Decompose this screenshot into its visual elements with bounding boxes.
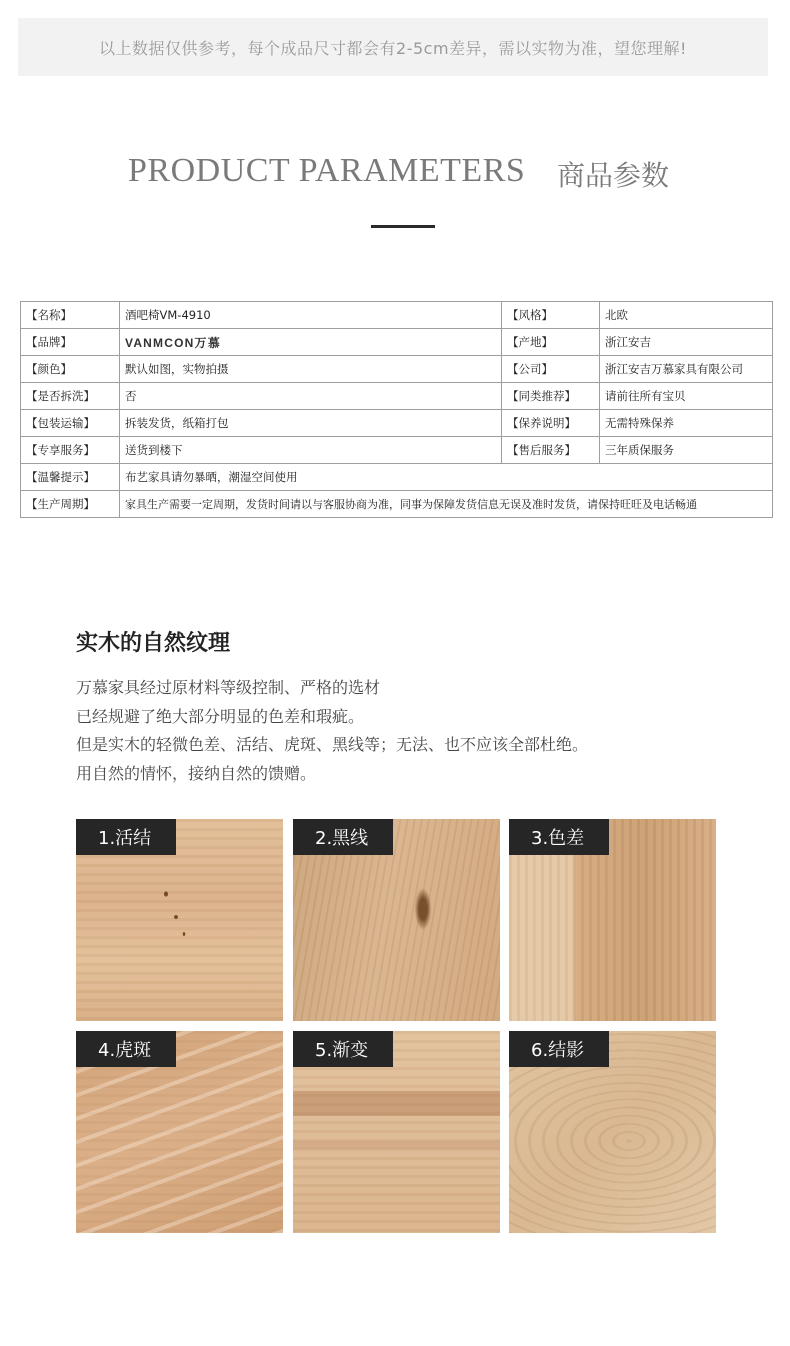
- sample-label: 2.黑线: [293, 819, 393, 855]
- brand-logo: [120, 329, 502, 356]
- wood-sample-image: [293, 819, 500, 1021]
- params-table: [20, 301, 773, 518]
- description-line: 但是实木的轻微色差、活结、虎斑、黑线等；无法、也不应该全部杜绝。: [76, 735, 589, 754]
- param-value: 北欧: [600, 302, 773, 329]
- table-row: [21, 464, 773, 491]
- wood-sample-image: [76, 1031, 283, 1233]
- sample-label: 1.活结: [76, 819, 176, 855]
- sample-label: 5.渐变: [293, 1031, 393, 1067]
- table-row: [21, 356, 773, 383]
- param-label: 【颜色】: [21, 356, 120, 383]
- param-label: 【风格】: [502, 302, 600, 329]
- param-value: 家具生产需要一定周期，发货时间请以与客服协商为准，同事为保障发货信息无误及准时发货，请保持旺旺及电话畅通: [120, 491, 773, 518]
- notice-banner: 以上数据仅供参考，每个成品尺寸都会有2-5cm差异，需以实物为准，望您理解!: [18, 18, 768, 76]
- section-title-cn: 商品参数: [557, 159, 670, 192]
- table-row: [21, 437, 773, 464]
- param-label: 【公司】: [502, 356, 600, 383]
- param-label: 【是否拆洗】: [21, 383, 120, 410]
- param-value: 无需特殊保养: [600, 410, 773, 437]
- param-value: 酒吧椅VM-4910: [120, 302, 502, 329]
- title-divider: [371, 225, 435, 228]
- wood-section-title: 实木的自然纹理: [76, 631, 231, 656]
- param-label: 【产地】: [502, 329, 600, 356]
- param-label: 【同类推荐】: [502, 383, 600, 410]
- table-row: [21, 383, 773, 410]
- section-title-en: PRODUCT PARAMETERS: [128, 152, 526, 189]
- param-value: 默认如图，实物拍摄: [120, 356, 502, 383]
- brand-logo-text: VANMCON: [125, 335, 195, 350]
- table-row: [21, 302, 773, 329]
- param-label: 【温馨提示】: [21, 464, 120, 491]
- table-row: [21, 410, 773, 437]
- param-value: 请前往所有宝贝: [600, 383, 773, 410]
- param-label: 【售后服务】: [502, 437, 600, 464]
- table-row: [21, 491, 773, 518]
- param-value: 浙江安吉: [600, 329, 773, 356]
- wood-section-description: [76, 674, 588, 788]
- sample-label: 4.虎斑: [76, 1031, 176, 1067]
- sample-label: 3.色差: [509, 819, 609, 855]
- description-line: 已经规避了绝大部分明显的色差和瑕疵。: [76, 706, 365, 726]
- wood-sample-image: [509, 819, 716, 1021]
- description-line: 万慕家具经过原材料等级控制、严格的选材: [76, 678, 381, 697]
- param-label: 【包装运输】: [21, 410, 120, 437]
- table-row: [21, 329, 773, 356]
- param-value: 布艺家具请勿暴晒，潮湿空间使用: [120, 464, 773, 491]
- wood-sample-image: [293, 1031, 500, 1233]
- param-label: 【生产周期】: [21, 491, 120, 518]
- param-label: 【保养说明】: [502, 410, 600, 437]
- param-label: 【品牌】: [21, 329, 120, 356]
- param-value: 拆装发货，纸箱打包: [120, 410, 502, 437]
- param-value: 送货到楼下: [120, 437, 502, 464]
- wood-sample-image: [509, 1031, 716, 1233]
- sample-label: 6.结影: [509, 1031, 609, 1067]
- param-value: 浙江安吉万慕家具有限公司: [600, 356, 773, 383]
- description-line: 用自然的情怀，接纳自然的馈赠。: [76, 763, 317, 783]
- param-label: 【名称】: [21, 302, 120, 329]
- param-label: 【专享服务】: [21, 437, 120, 464]
- param-value: 否: [120, 383, 502, 410]
- brand-logo-mark: 万慕: [194, 335, 221, 350]
- param-value: 三年质保服务: [600, 437, 773, 464]
- wood-sample-image: [76, 819, 283, 1021]
